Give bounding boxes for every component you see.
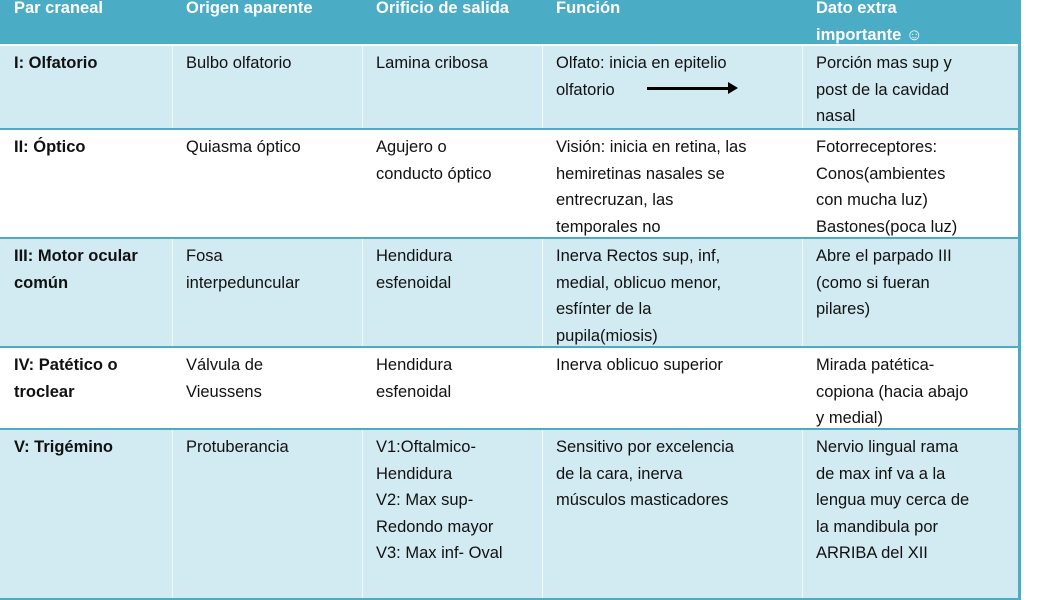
cell-function: Inerva oblicuo superior: [556, 356, 723, 374]
cell-extra: Abre el parpado III (como si fueran pilares): [816, 247, 952, 318]
table-header-row: [0, 0, 1018, 46]
table-row: [0, 430, 1018, 600]
header-par-craneal: Par craneal: [14, 0, 103, 17]
cell-nerve: II: Óptico: [14, 138, 86, 156]
table-row: [0, 130, 1018, 239]
table-row: [0, 348, 1018, 430]
header-dato-extra: Dato extra importante ☺: [816, 0, 923, 44]
cell-extra: Mirada patética- copiona (hacia abajo y medial): [816, 356, 969, 427]
cell-exit: Hendidura esfenoidal: [376, 356, 453, 401]
table-row: [0, 46, 1018, 130]
cell-exit: Lamina cribosa: [376, 54, 488, 72]
cell-exit: V1:Oftalmico- Hendidura V2: Max sup- Redondo mayor V3: Max inf- Oval: [376, 438, 503, 562]
cell-origin: Quiasma óptico: [186, 138, 301, 156]
header-orificio: Orificio de salida: [376, 0, 509, 17]
cell-nerve: V: Trigémino: [14, 438, 114, 456]
cell-exit: Hendidura esfenoidal: [376, 247, 453, 292]
cell-extra: Nervio lingual rama de max inf va a la lengua muy cerca de la mandibula por ARRIBA del XII: [816, 438, 970, 562]
cell-extra: Porción mas sup y post de la cavidad nasal: [816, 54, 952, 125]
cell-nerve: III: Motor ocular común: [14, 247, 138, 292]
cell-nerve: I: Olfatorio: [14, 54, 98, 72]
cell-function: Sensitivo por excelencia de la cara, inerva músculos masticadores: [556, 438, 734, 509]
header-origen: Origen aparente: [186, 0, 313, 17]
table-row: [0, 239, 1018, 348]
arrow-right-icon: [647, 87, 729, 90]
cell-nerve: IV: Patético o troclear: [14, 356, 118, 401]
cell-function: Inerva Rectos sup, inf, medial, oblicuo menor, esfínter de la pupila(miosis): [556, 247, 722, 345]
cell-origin: Fosa interpeduncular: [186, 247, 300, 292]
header-funcion: Función: [556, 0, 621, 17]
cell-function: Visión: inicia en retina, las hemiretinas nasales se entrecruzan, las temporales no: [556, 138, 747, 236]
cell-exit: Agujero o conducto óptico: [376, 138, 492, 183]
cell-function: Olfato: inicia en epitelio olfatorio: [556, 54, 727, 99]
cell-origin: Bulbo olfatorio: [186, 54, 292, 72]
cell-origin: Válvula de Vieussens: [186, 356, 264, 401]
cell-extra: Fotorreceptores: Conos(ambientes con mucha luz) Bastones(poca luz): [816, 138, 958, 236]
cell-origin: Protuberancia: [186, 438, 289, 456]
